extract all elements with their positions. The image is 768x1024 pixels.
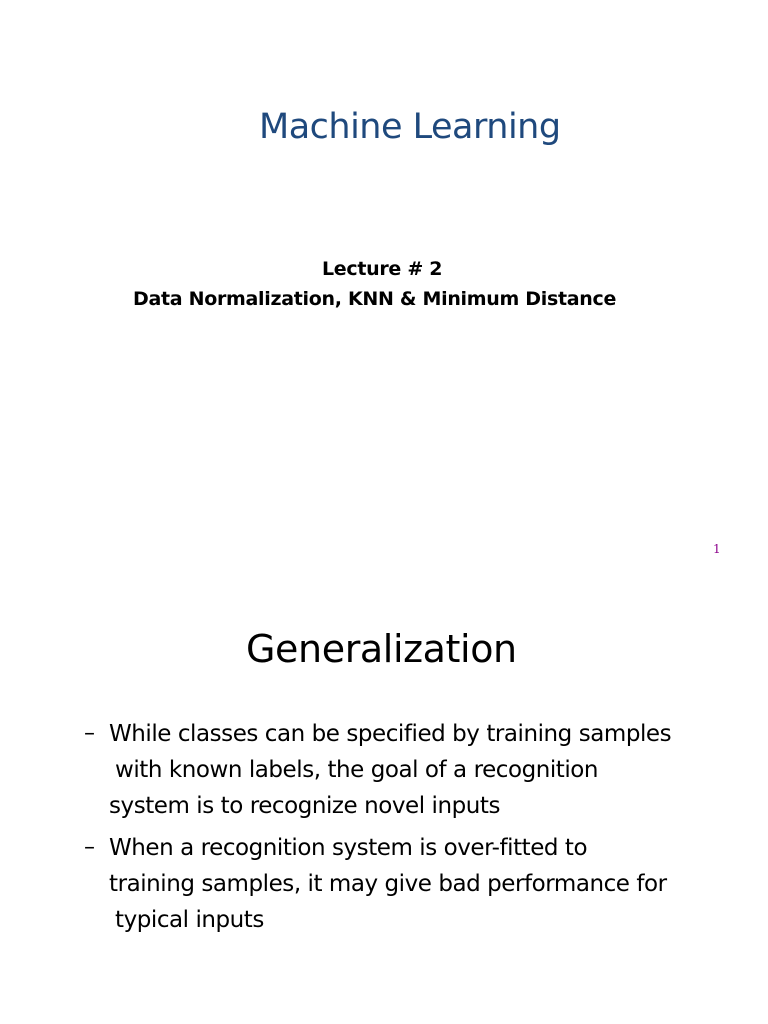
page-number: 1 [713, 542, 721, 556]
bullet-marker: – [84, 835, 95, 860]
bullet-text-line: training samples, it may give bad performance for [109, 871, 667, 897]
bullet-text-line: with known labels, the goal of a recognition [115, 757, 599, 783]
bullet-marker: – [84, 721, 95, 746]
bullet-text-line: When a recognition system is over-fitted to [109, 835, 588, 861]
slide-title: Generalization [246, 627, 517, 671]
bullet-text-line: system is to recognize novel inputs [109, 793, 500, 819]
content-slide [0, 576, 768, 1024]
lecture-topic: Data Normalization, KNN & Minimum Distance [133, 288, 617, 310]
bullet-text-line: While classes can be specified by training samples [109, 721, 672, 747]
slide-title: Machine Learning [259, 107, 561, 147]
lecture-number: Lecture # 2 [322, 258, 443, 280]
bullet-text-line: typical inputs [115, 907, 264, 933]
